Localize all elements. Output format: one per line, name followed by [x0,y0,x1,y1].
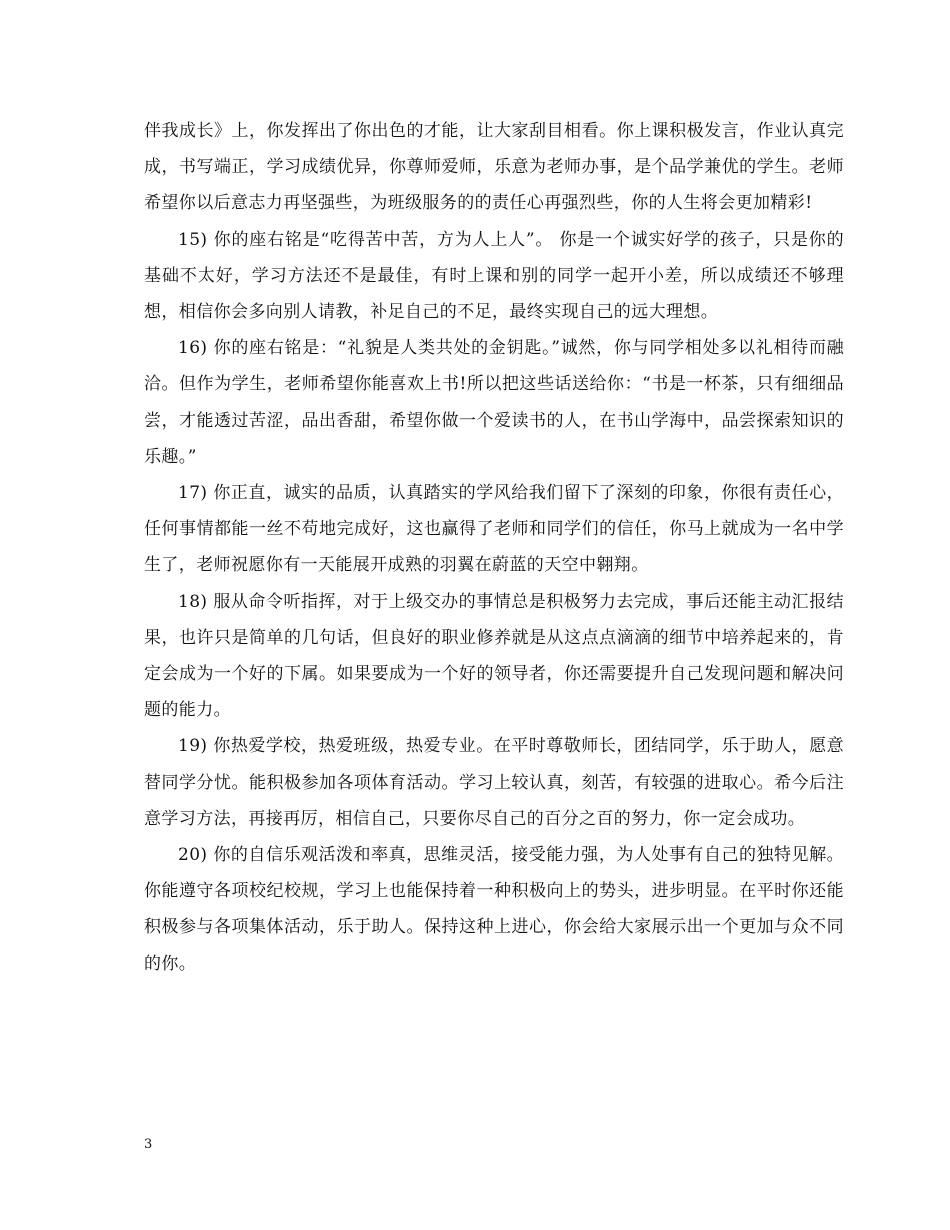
paragraph-continuation: 伴我成长》上，你发挥出了你出色的才能，让大家刮目相看。你上课积极发言，作业认真完成，书写端正，学习成绩优异，你尊师爱师，乐意为老师办事，是个品学兼优的学生。老师希望你以后意志力再坚强些，为班级服务的的责任心再强烈些，你的人生将会更加精彩! [144,121,844,214]
page-number: 3 [144,1137,153,1152]
paragraph-20: 20) 你的自信乐观活泼和率真，思维灵活，接受能力强，为人处事有自己的独特见解。你能遵守各项校纪校规，学习上也能保持着一种积极向上的势头，进步明显。在平时你还能积极参与各项集体活动，乐于助人。保持这种上进心，你会给大家展示出一个更加与众不同的你。 [144,845,844,974]
paragraph-18: 18) 服从命令听指挥，对于上级交办的事情总是积极努力去完成，事后还能主动汇报结果，也许只是简单的几句话，但良好的职业修养就是从这点点滴滴的细节中培养起来的，肯定会成为一个好的下属。如果要成为一个好的领导者，你还需要提升自己发现问题和解决问题的能力。 [144,591,844,721]
document-body [144,113,844,982]
paragraph-17: 17) 你正直，诚实的品质，认真踏实的学风给我们留下了深刻的印象，你很有责任心，任何事情都能一丝不苟地完成好，这也赢得了老师和同学们的信任，你马上就成为一名中学生了，老师祝愿你有一天能展开成熟的羽翼在蔚蓝的天空中翱翔。 [144,483,844,576]
paragraph-15: 15) 你的座右铭是“吃得苦中苦，方为人上人”。 你是一个诚实好学的孩子，只是你的基础不太好，学习方法还不是最佳，有时上课和别的同学一起开小差，所以成绩还不够理想，相信你会多向别人请教，补足自己的不足，最终实现自己的远大理想。 [144,229,844,323]
paragraph-16: 16) 你的座右铭是：“礼貌是人类共处的金钥匙。”诚然，你与同学相处多以礼相待而融洽。但作为学生，老师希望你能喜欢上书!所以把这些话送给你：“书是一杯茶，只有细细品尝，才能透过苦涩，品出香甜，希望你做一个爱读书的人，在书山学海中，品尝探索知识的乐趣。” [144,338,844,467]
paragraph-19: 19) 你热爱学校，热爱班级，热爱专业。在平时尊敬师长，团结同学，乐于助人，愿意替同学分忧。能积极参加各项体育活动。学习上较认真，刻苦，有较强的进取心。希今后注意学习方法，再接再厉，相信自己，只要你尽自己的百分之百的努力，你一定会成功。 [144,736,844,829]
